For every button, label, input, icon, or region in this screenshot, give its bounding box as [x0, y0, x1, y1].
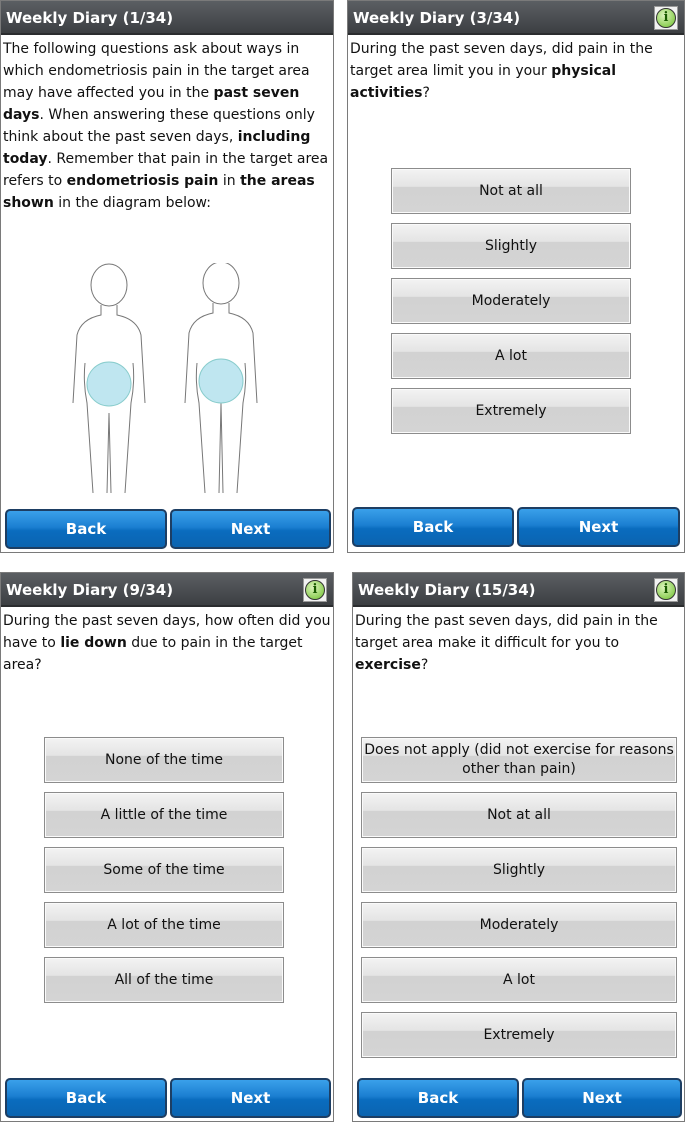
option-slightly[interactable]: Slightly	[391, 223, 631, 269]
question-text: During the past seven days, did pain in the target area make it difficult for you to exercise?	[355, 613, 658, 673]
question-text: During the past seven days, how often did you have to lie down due to pain in the target area?	[3, 613, 331, 673]
option-all-of-the-time[interactable]: All of the time	[44, 957, 284, 1003]
info-button[interactable]	[303, 578, 327, 602]
screen-header	[353, 573, 684, 607]
info-icon: i	[656, 580, 676, 600]
back-button[interactable]: Back	[352, 507, 514, 547]
info-icon: i	[305, 580, 325, 600]
next-button[interactable]: Next	[517, 507, 680, 547]
screen-title: Weekly Diary (1/34)	[6, 9, 174, 27]
screen-header	[1, 573, 333, 607]
info-button[interactable]	[654, 6, 678, 30]
screen-title: Weekly Diary (15/34)	[358, 581, 536, 599]
option-not-at-all[interactable]: Not at all	[391, 168, 631, 214]
front-figure	[73, 264, 145, 493]
info-icon: i	[656, 8, 676, 28]
option-none-of-the-time[interactable]: None of the time	[44, 737, 284, 783]
option-moderately[interactable]: Moderately	[391, 278, 631, 324]
screen-1	[0, 0, 334, 553]
option-a-lot[interactable]: A lot	[361, 957, 677, 1003]
question-text: During the past seven days, did pain in the target area limit you in your physical activities?	[350, 41, 653, 101]
option-some-of-the-time[interactable]: Some of the time	[44, 847, 284, 893]
screen-header	[1, 1, 333, 35]
screen-title: Weekly Diary (3/34)	[353, 9, 521, 27]
screen-3	[347, 0, 685, 553]
option-extremely[interactable]: Extremely	[391, 388, 631, 434]
option-a-lot[interactable]: A lot	[391, 333, 631, 379]
option-extremely[interactable]: Extremely	[361, 1012, 677, 1058]
back-figure	[185, 263, 257, 493]
option-a-little-of-the-time[interactable]: A little of the time	[44, 792, 284, 838]
body-diagram	[61, 263, 271, 508]
back-button[interactable]: Back	[357, 1078, 519, 1118]
next-button[interactable]: Next	[170, 509, 331, 549]
back-button[interactable]: Back	[5, 509, 167, 549]
option-does-not-apply[interactable]: Does not apply (did not exercise for reasons other than pain)	[361, 737, 677, 783]
screen-header	[348, 1, 684, 35]
screen-15	[352, 572, 685, 1122]
intro-text: The following questions ask about ways in which endometriosis pain in the target area may have affected you in the past seven days. When answering these questions only think about the past seven days, including today. Remember that pain in the target area refers to endometriosis pain in the areas shown in the diagram below:	[3, 41, 329, 211]
back-button[interactable]: Back	[5, 1078, 167, 1118]
info-button[interactable]	[654, 578, 678, 602]
screen-9	[0, 572, 334, 1122]
option-moderately[interactable]: Moderately	[361, 902, 677, 948]
option-slightly[interactable]: Slightly	[361, 847, 677, 893]
next-button[interactable]: Next	[170, 1078, 331, 1118]
next-button[interactable]: Next	[522, 1078, 682, 1118]
option-not-at-all[interactable]: Not at all	[361, 792, 677, 838]
option-a-lot-of-the-time[interactable]: A lot of the time	[44, 902, 284, 948]
screen-title: Weekly Diary (9/34)	[6, 581, 174, 599]
